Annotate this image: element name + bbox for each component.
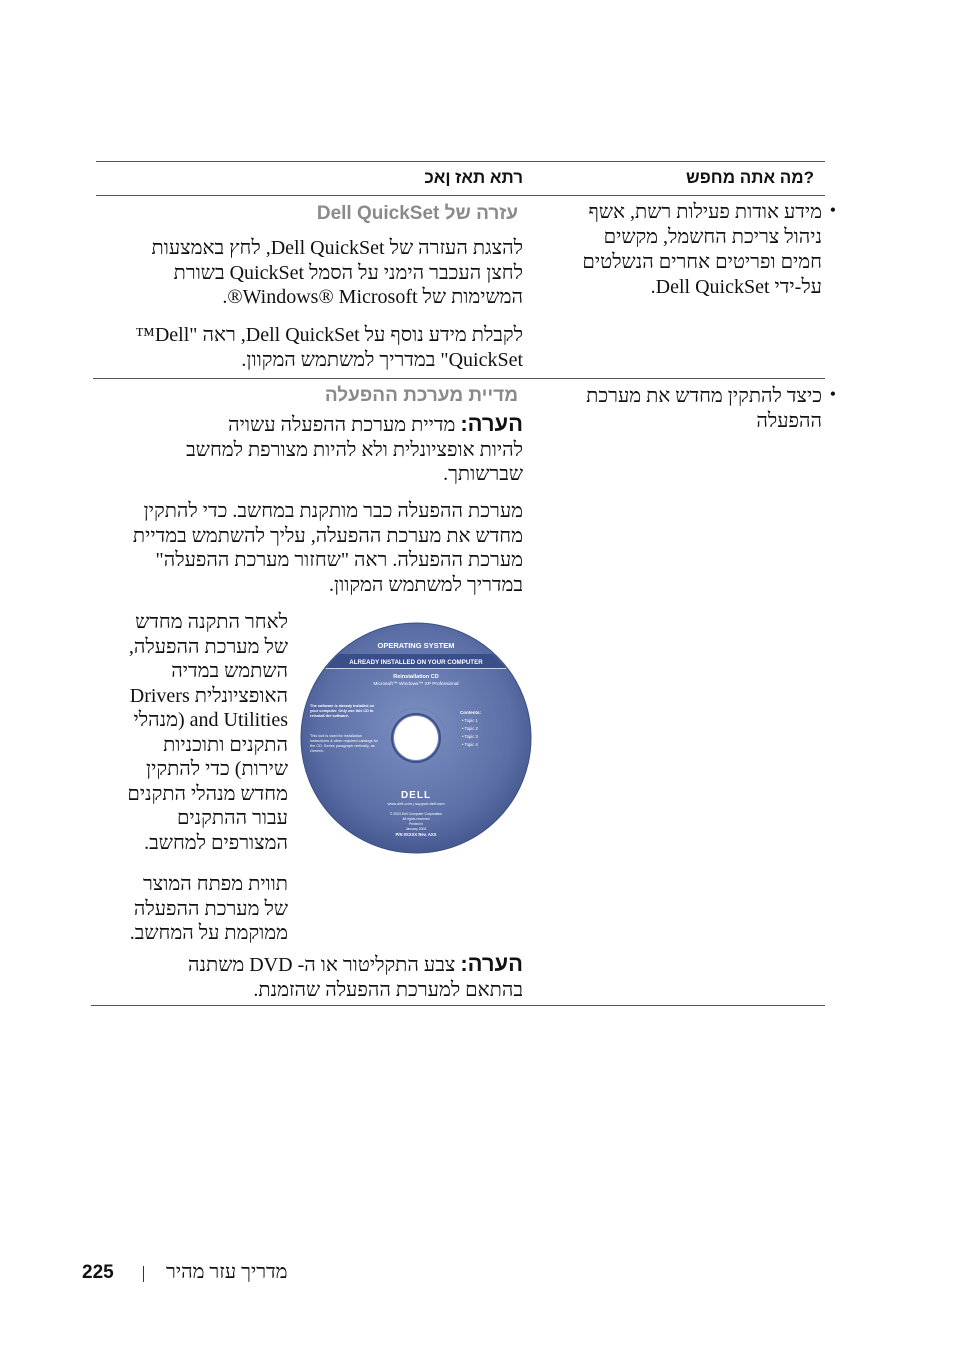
dell-logo: DELL: [400, 790, 432, 801]
cd-title-1: Reinstallation CD: [393, 674, 439, 680]
cd-contents-item: • Topic 3: [462, 734, 478, 739]
cd-url: www.dell.com | support.dell.com: [387, 801, 445, 806]
quickset-more-info-paragraph: לקבלת מידע נוסף על Dell QuickSet, ראה "Dell™ QuickSet" במדריך למשתמש המקוון.: [135, 324, 523, 371]
table-top-rule: [96, 161, 825, 162]
bullet-text: כיצד להתקין מחדש את מערכת ההפעלה: [586, 385, 822, 432]
cd-left-text-2: This tool is used for installation instructions & other required catalogs for the CD. Series paragraph vertically, as Generic.: [310, 734, 379, 753]
cd-fineprint: © 2003 Dell Computer Corporation: [389, 812, 443, 816]
column-header-where: רתא תאז ןאכ: [424, 168, 523, 187]
table-row-divider: [93, 378, 825, 379]
cd-contents-item: • Topic 4: [462, 742, 478, 747]
cd-header-1: OPERATING SYSTEM: [377, 641, 455, 650]
os-reinstallation-cd-image: [300, 622, 532, 854]
note-label: הערה:: [460, 411, 523, 436]
product-key-label-paragraph: תווית מפתח המוצר של מערכת ההפעלה ממוקמת על המחשב.: [129, 873, 288, 944]
drivers-utilities-paragraph: לאחר התקנה מחדש של מערכת ההפעלה, השתמש במדיה האופציונלית Drivers and Utilities (מנהלי התקנים ותוכניות שירות) כדי להתקין מחדש מנהלי התקנים עבור ההתקנים המצורפים למחשב.: [127, 611, 288, 854]
column-header-what: ?מה אתה מחפש: [686, 168, 814, 187]
cd-contents-title: Contents:: [460, 710, 481, 715]
cd-fineprint: January 2003: [405, 827, 427, 831]
quickset-help-paragraph: להצגת העזרה של Dell QuickSet, לחץ באמצעות לחצן העכבר הימני על הסמל QuickSet בשורת המשימות של Windows® Microsoft®.: [151, 237, 523, 308]
bullet-item: [567, 200, 836, 300]
cd-left-text-1: The software is already installed on your computer. Only use this CD to reinstall the software.: [310, 704, 375, 718]
note-disc-color: הערה: צבע התקליטור או ה- DVD משתנה בהתאם למערכת ההפעלה שהזמנת.: [187, 951, 523, 1001]
note-os-media-optional: הערה: מדיית מערכת ההפעלה עשויה להיות אופציונלית ולא להיות מצורפת למחשב שברשותך.: [186, 411, 523, 485]
cd-header-2: ALREADY INSTALLED ON YOUR COMPUTER: [349, 659, 483, 666]
table-bottom-rule: [91, 1005, 825, 1006]
cd-disc-graphic: [300, 622, 532, 854]
note-label: הערה:: [460, 951, 523, 976]
cd-title-2: Microsoft™ Windows™ XP Professional: [373, 682, 459, 687]
cd-fineprint: Printed in: [408, 822, 424, 826]
section-title-os-media: מדיית מערכת ההפעלה: [324, 385, 518, 406]
cd-contents-item: • Topic 1: [462, 718, 478, 723]
os-reinstall-paragraph: מערכת ההפעלה כבר מותקנת במחשב. כדי להתקין מחדש את מערכת ההפעלה, עליך להשתמש במדיית מערכת ההפעלה. ראה "שחזור מערכת ההפעלה" במדריך למשתמש המקוון.: [132, 500, 523, 596]
cd-contents-item: • Topic 2: [462, 726, 478, 731]
bullet-text: מידע אודות פעילות רשת, אשף ניהול צריכת החשמל, מקשים חמים ופריטים אחרים הנשלטים על-ידי Dell QuickSet.: [582, 201, 822, 298]
cd-fineprint: All rights reserved: [402, 817, 430, 821]
table-header-rule: [96, 195, 825, 196]
bullet-icon: •: [829, 200, 836, 220]
table-row-quickset: [0, 200, 954, 375]
section-title-quickset: Dell QuickSet עזרה של: [316, 203, 518, 224]
footer-separator: [143, 1266, 144, 1282]
footer-title: מדריך עזר מהיר: [166, 1261, 288, 1283]
cd-part-number: P/N 0XXXX Rev. AXX: [395, 832, 437, 837]
bullet-icon: •: [829, 384, 836, 404]
bullet-item: [567, 384, 836, 434]
page-number: 225: [82, 1262, 114, 1283]
